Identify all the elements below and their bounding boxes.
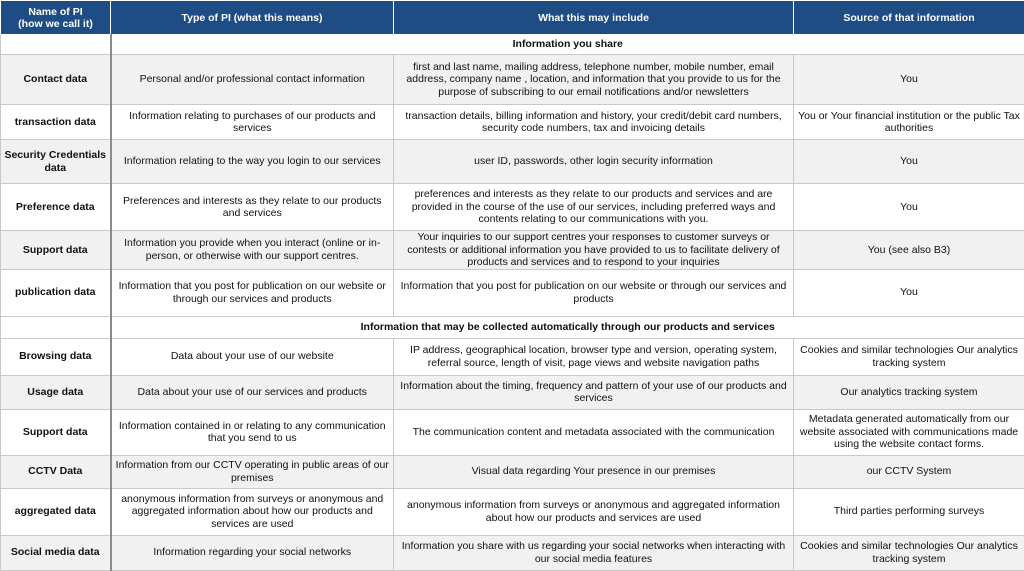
row-source: Cookies and similar technologies Our analytics tracking system — [794, 338, 1024, 375]
row-include: anonymous information from surveys or anonymous and aggregated information about how our products and services are used — [394, 488, 794, 535]
row-source: Cookies and similar technologies Our analytics tracking system — [794, 535, 1024, 570]
header-what-included: What this may include — [394, 1, 794, 35]
row-type: Data about your use of our services and products — [111, 375, 394, 409]
table-row — [1, 455, 1024, 488]
table-row — [1, 231, 1024, 270]
row-include: IP address, geographical location, browser type and version, operating system, referral source, length of visit, page views and website navigation paths — [394, 338, 794, 375]
section-spacer — [1, 316, 111, 338]
section-row — [1, 35, 1024, 55]
row-source: You (see also B3) — [794, 231, 1024, 270]
row-include: Information you share with us regarding your social networks when interacting with our social media features — [394, 535, 794, 570]
row-type: Information relating to purchases of our products and services — [111, 105, 394, 140]
section-row — [1, 316, 1024, 338]
row-type: Information regarding your social networks — [111, 535, 394, 570]
row-type: Information you provide when you interact (online or in-person, or otherwise with our support centres. — [111, 231, 394, 270]
header-type-of-pi: Type of PI (what this means) — [111, 1, 394, 35]
row-type: Data about your use of our website — [111, 338, 394, 375]
row-name: transaction data — [1, 105, 111, 140]
row-name: Preference data — [1, 184, 111, 231]
section-title: Information you share — [111, 35, 1024, 55]
table-row — [1, 269, 1024, 316]
row-name: aggregated data — [1, 488, 111, 535]
row-include: The communication content and metadata associated with the communication — [394, 409, 794, 455]
section-spacer — [1, 35, 111, 55]
row-source: Metadata generated automatically from our website associated with communications made using the website contact forms. — [794, 409, 1024, 455]
table-row — [1, 409, 1024, 455]
header-name-of-pi: Name of PI (how we call it) — [1, 1, 111, 35]
row-source: You — [794, 55, 1024, 105]
row-source: You — [794, 184, 1024, 231]
row-source: our CCTV System — [794, 455, 1024, 488]
row-name: CCTV Data — [1, 455, 111, 488]
section-title: Information that may be collected automatically through our products and services — [111, 316, 1024, 338]
row-name: Usage data — [1, 375, 111, 409]
table-row — [1, 535, 1024, 570]
row-type: Information that you post for publication on our website or through our services and products — [111, 269, 394, 316]
row-name: Browsing data — [1, 338, 111, 375]
row-source: Third parties performing surveys — [794, 488, 1024, 535]
row-include: Visual data regarding Your presence in our premises — [394, 455, 794, 488]
table-row — [1, 375, 1024, 409]
row-name: Support data — [1, 231, 111, 270]
row-type: Information contained in or relating to any communication that you send to us — [111, 409, 394, 455]
row-name: Contact data — [1, 55, 111, 105]
row-source: Our analytics tracking system — [794, 375, 1024, 409]
table-row — [1, 140, 1024, 184]
row-name: Support data — [1, 409, 111, 455]
table-row — [1, 184, 1024, 231]
row-include: Information that you post for publication on our website or through our services and products — [394, 269, 794, 316]
row-include: Information about the timing, frequency and pattern of your use of our products and services — [394, 375, 794, 409]
row-include: user ID, passwords, other login security information — [394, 140, 794, 184]
row-include: first and last name, mailing address, telephone number, mobile number, email address, company name , location, and information that you provide to us for the purpose of subscribing to our email notifications and/or newsletters — [394, 55, 794, 105]
header-source: Source of that information — [794, 1, 1024, 35]
row-type: anonymous information from surveys or anonymous and aggregated information about how our products and services are used — [111, 488, 394, 535]
table-row — [1, 105, 1024, 140]
row-source: You — [794, 140, 1024, 184]
row-type: Information relating to the way you login to our services — [111, 140, 394, 184]
row-include: Your inquiries to our support centres your responses to customer surveys or contests or additional information you have provided to us to facilitate delivery of products and services and to respond to your inquiries — [394, 231, 794, 270]
table-row — [1, 488, 1024, 535]
table-header-row — [1, 1, 1024, 35]
row-type: Preferences and interests as they relate to our products and services — [111, 184, 394, 231]
row-source: You — [794, 269, 1024, 316]
row-name: Security Credentials data — [1, 140, 111, 184]
table-row — [1, 55, 1024, 105]
row-type: Personal and/or professional contact information — [111, 55, 394, 105]
row-name: publication data — [1, 269, 111, 316]
row-include: transaction details, billing information and history, your credit/debit card numbers, security code numbers, tax and invoicing details — [394, 105, 794, 140]
row-name: Social media data — [1, 535, 111, 570]
row-type: Information from our CCTV operating in public areas of our premises — [111, 455, 394, 488]
table-row — [1, 338, 1024, 375]
row-include: preferences and interests as they relate to our products and services and are provided in the course of the use of our services, including preferred ways and contents relating to our communications with you. — [394, 184, 794, 231]
row-source: You or Your financial institution or the public Tax authorities — [794, 105, 1024, 140]
